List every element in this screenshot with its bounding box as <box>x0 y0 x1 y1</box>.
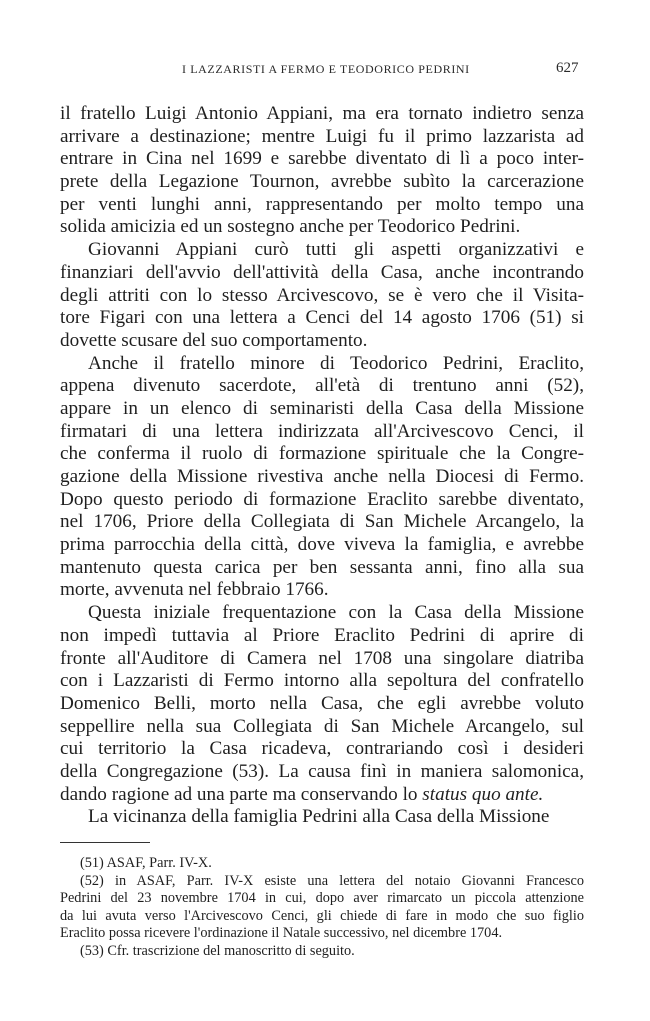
text-line: Domenico Belli, morto nella Casa, che egli avrebbe voluto <box>60 692 584 714</box>
footnote-line: da lui avuta verso l'Arcivescovo Cenci, gli chiede di fare in modo che suo figlio <box>60 907 584 924</box>
text-line-part: dando ragione ad una parte ma conservando lo <box>60 783 423 805</box>
text-line: il fratello Luigi Antonio Appiani, ma era tornato indietro senza <box>60 103 584 124</box>
footnote-line: Pedrini del 23 novembre 1704 in cui, dopo aver rimarcato un piccola attenzione <box>60 890 584 906</box>
text-line: tore Figari con una lettera a Cenci del 14 agosto 1706 (51) si <box>60 307 584 329</box>
text-line: cui territorio la Casa ricadeva, contrariando così i desideri <box>60 738 584 760</box>
text-line: arrivare a destinazione; mentre Luigi fu il primo lazzarista ad <box>60 125 584 147</box>
text-line: degli attriti con lo stesso Arcivescovo, se è vero che il Visita- <box>60 284 584 306</box>
text-line: fronte all'Auditore di Camera nel 1708 una singolare diatriba <box>60 647 584 669</box>
text-line: La vicinanza della famiglia Pedrini alla Casa della Missione <box>88 806 550 828</box>
text-line: entrare in Cina nel 1699 e sarebbe diventato di lì a poco inter- <box>60 148 584 170</box>
footnotes <box>60 855 584 960</box>
text-line: Questa iniziale frequentazione con la Casa della Missione <box>88 602 584 624</box>
footnote-line: (51) ASAF, Parr. IV-X. <box>80 855 212 871</box>
text-line: seppellire nella sua Collegiata di San Michele Arcangelo, sul <box>60 715 584 737</box>
text-line: appare in un elenco di seminaristi della Casa della Missione <box>60 397 584 419</box>
text-line: finanziari dell'avvio dell'attività della Casa, anche incontrando <box>60 261 584 283</box>
text-line: non impedì tuttavia al Priore Eraclito Pedrini di aprire di <box>60 624 584 646</box>
text-line: per venti lunghi anni, rappresentando per molto tempo una <box>60 193 584 215</box>
footnote-separator <box>60 842 150 843</box>
text-line: Anche il fratello minore di Teodorico Pedrini, Eraclito, <box>88 352 584 374</box>
text-line <box>60 784 584 807</box>
text-line: Giovanni Appiani curò tutti gli aspetti organizzativi e <box>88 239 584 261</box>
text-line: prima parrocchia della città, dove viveva la famiglia, e avrebbe <box>60 534 584 556</box>
text-line: morte, avvenuta nel febbraio 1766. <box>60 579 329 601</box>
text-line: gazione della Missione rivestiva anche nella Diocesi di Fermo. <box>60 466 584 487</box>
running-head: I LAZZARISTI A FERMO E TEODORICO PEDRINI <box>182 62 470 76</box>
page-number: 627 <box>556 60 579 76</box>
footnote-line: Eraclito possa ricevere l'ordinazione il Natale successivo, nel dicembre 1704. <box>60 925 503 941</box>
body-text <box>60 103 584 829</box>
text-line: nel 1706, Priore della Collegiata di San Michele Arcangelo, la <box>60 511 584 533</box>
text-line: che conferma il ruolo di formazione spirituale che la Congre- <box>60 443 584 465</box>
text-line: prete della Legazione Tournon, avrebbe subìto la carcerazione <box>60 171 584 193</box>
text-line: Dopo questo periodo di formazione Eraclito sarebbe diventato, <box>60 488 584 510</box>
text-line: dovette scusare del suo comportamento. <box>60 329 368 351</box>
footnote-line: (52) in ASAF, Parr. IV-X esiste una lettera del notaio Giovanni Francesco <box>80 872 584 889</box>
italic-phrase: status quo ante. <box>422 783 544 805</box>
text-line: mantenuto questa carica per ben sessanta anni, fino alla sua <box>60 556 584 578</box>
text-line: della Congregazione (53). La causa finì in maniera salomonica, <box>60 760 584 782</box>
text-line: con i Lazzaristi di Fermo intorno alla sepoltura del confratello <box>60 670 584 692</box>
text-line: solida amicizia ed un sostegno anche per Teodorico Pedrini. <box>60 216 521 238</box>
footnote-line: (53) Cfr. trascrizione del manoscritto di seguito. <box>80 942 355 959</box>
text-line: firmatari di una lettera indirizzata all'Arcivescovo Cenci, il <box>60 420 584 442</box>
text-line: appena divenuto sacerdote, all'età di trentuno anni (52), <box>60 375 584 397</box>
